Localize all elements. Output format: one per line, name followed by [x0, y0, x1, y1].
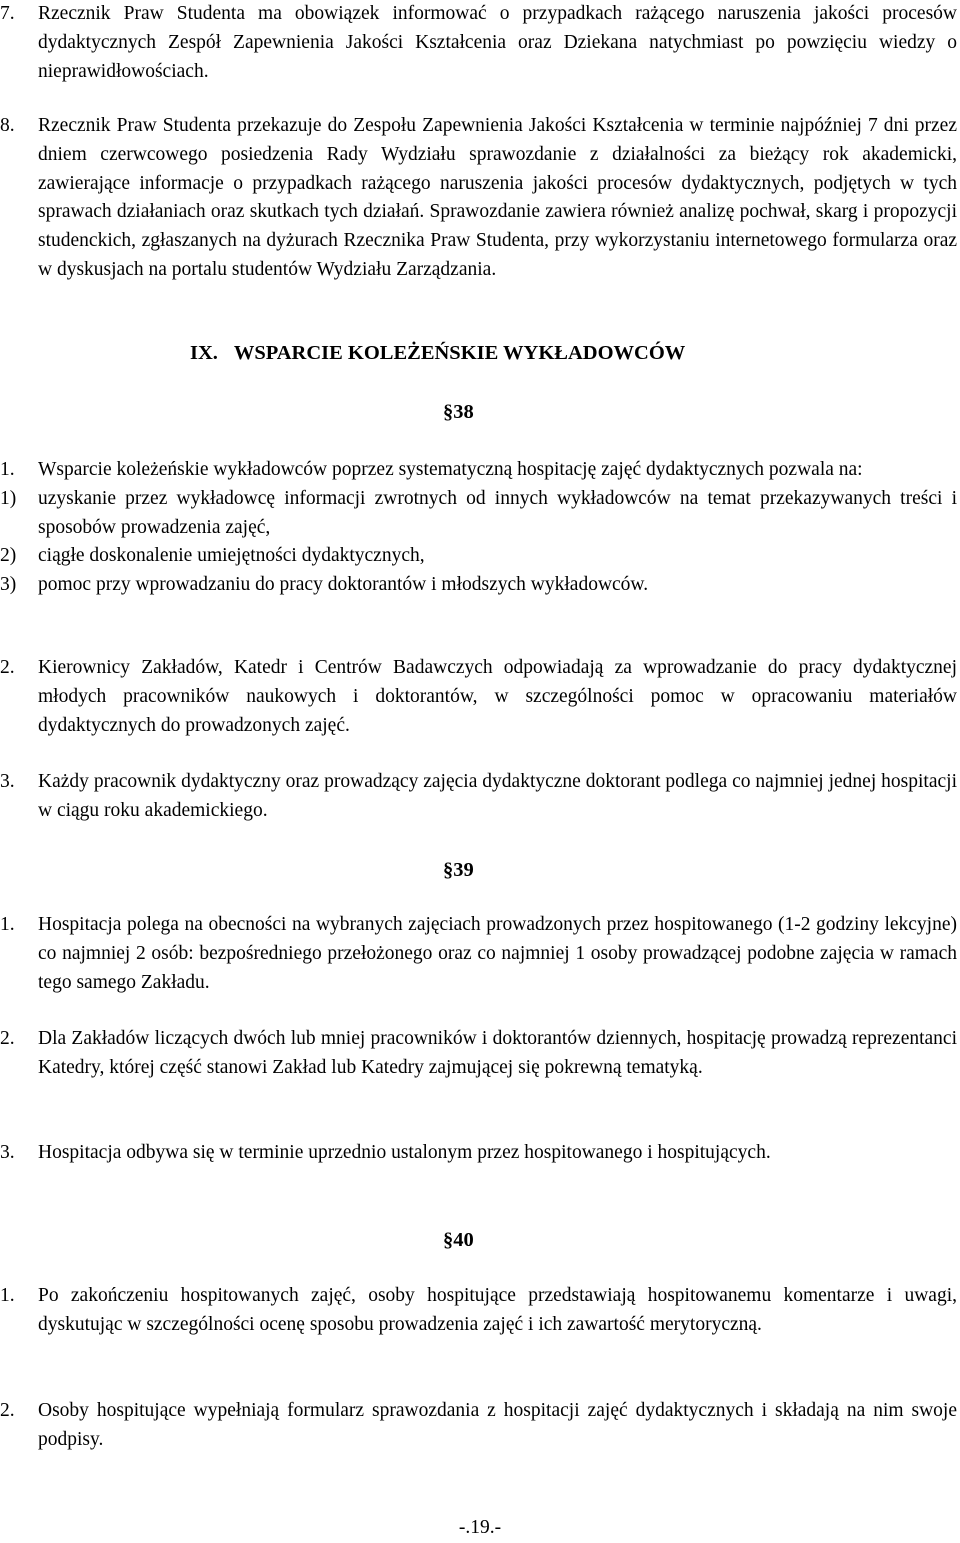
paragraph-38-3	[0, 768, 957, 826]
paragraph-number: 1.	[0, 914, 15, 935]
chapter-heading	[190, 339, 685, 368]
paragraph-text: Dla Zakładów liczących dwóch lub mniej pracowników i doktorantów dziennych, hospitację prowadzą reprezentanci Katedry, której część stanowi Zakład lub Katedry zajmującej się pokrewną tematyką.	[38, 1028, 957, 1078]
paragraph-text: Hospitacja polega na obecności na wybranych zajęciach prowadzonych przez hospitowanego (1-2 godziny lekcyjne) co najmniej 2 osób: bezpośredniego przełożonego oraz co najmniej 1 osoby prowadzącej podobne zajęcia w ramach tego samego Zakładu.	[38, 914, 957, 993]
paragraph-8	[0, 112, 957, 285]
paragraph-text: Każdy pracownik dydaktyczny oraz prowadzący zajęcia dydaktyczne doktorant podlega co najmniej jednej hospitacji w ciągu roku akademickiego.	[38, 771, 957, 821]
paragraph-number: 2.	[0, 657, 15, 678]
paragraph-text: Hospitacja odbywa się w terminie uprzednio ustalonym przez hospitowanego i hospitujących.	[38, 1142, 771, 1163]
paragraph-number: 1.	[0, 1285, 15, 1306]
paragraph-39-2	[0, 1025, 957, 1083]
paragraph-text: Rzecznik Praw Studenta ma obowiązek informować o przypadkach rażącego naruszenia jakości procesów dydaktycznych Zespół Zapewnienia Jakości Kształcenia oraz Dziekana natychmiast po powzięciu wiedzy o nieprawidłowościach.	[38, 3, 957, 82]
paragraph-number: 3.	[0, 771, 15, 792]
page-number: -.19.-	[458, 1517, 502, 1538]
list-item-number: 1)	[0, 487, 17, 509]
section-symbol: §40	[443, 1229, 474, 1251]
list-item-number: 3)	[0, 574, 17, 596]
paragraph-39-3	[0, 1139, 957, 1168]
paragraph-text: Osoby hospitujące wypełniają formularz sprawozdania z hospitacji zajęć dydaktycznych i składają na nim swoje podpisy.	[38, 1400, 957, 1450]
paragraph-38-1	[0, 456, 957, 600]
list-item-number: 2)	[0, 545, 17, 567]
paragraph-text: Wsparcie koleżeńskie wykładowców poprzez systematyczną hospitację zajęć dydaktycznych pozwala na:	[38, 459, 863, 480]
list-item	[0, 542, 957, 571]
paragraph-38-2	[0, 654, 957, 740]
list-item-text: uzyskanie przez wykładowcę informacji zwrotnych od innych wykładowców na temat przekazywanych treści i sposobów prowadzenia zajęć,	[38, 487, 957, 538]
paragraph-text: Po zakończeniu hospitowanych zajęć, osoby hospitujące przedstawiają hospitowanemu komentarze i uwagi, dyskutując w szczególności ocenę sposobu prowadzenia zajęć i ich zawartość merytoryczną.	[38, 1285, 957, 1335]
section-symbol: §38	[443, 401, 474, 423]
paragraph-40-2	[0, 1397, 957, 1455]
paragraph-number: 7.	[0, 3, 15, 24]
paragraph-text: Rzecznik Praw Studenta przekazuje do Zespołu Zapewnienia Jakości Kształcenia w terminie najpóźniej 7 dni przez dniem czerwcowego posiedzenia Rady Wydziału sprawozdanie z działalności za bieżący rok akademicki, zawierające informacje o przypadkach rażącego naruszenia jakości procesów dydaktycznych, podjętych w tych sprawach działaniach oraz skutkach tych działań. Sprawozdanie zawiera również analizę pochwał, skarg i propozycji studenckich, zgłaszanych na dyżurach Rzecznika Praw Studenta, przy wykorzystaniu internetowego formularza oraz w dyskusjach na portalu studentów Wydziału Zarządzania.	[38, 115, 957, 280]
chapter-title: WSPARCIE KOLEŻEŃSKIE WYKŁADOWCÓW	[233, 342, 686, 364]
paragraph-number: 2.	[0, 1400, 15, 1421]
list-item	[0, 571, 957, 600]
section-symbol: §39	[443, 859, 474, 881]
list-item-text: ciągłe doskonalenie umiejętności dydaktycznych,	[38, 545, 425, 567]
chapter-number: IX.	[190, 342, 218, 364]
paragraph-number: 2.	[0, 1028, 15, 1049]
paragraph-text: Kierownicy Zakładów, Katedr i Centrów Badawczych odpowiadają za wprowadzanie do pracy dydaktycznej młodych pracowników naukowych i doktorantów, w szczególności pomoc w opracowaniu materiałów dydaktycznych do prowadzonych zajęć.	[38, 657, 957, 736]
list-item	[0, 485, 957, 543]
paragraph-39-1	[0, 911, 957, 997]
paragraph-number: 3.	[0, 1142, 15, 1163]
paragraph-number: 8.	[0, 115, 15, 136]
paragraph-7	[0, 0, 957, 86]
paragraph-number: 1.	[0, 459, 15, 480]
paragraph-40-1	[0, 1282, 957, 1340]
list-item-text: pomoc przy wprowadzaniu do pracy doktorantów i młodszych wykładowców.	[38, 574, 649, 596]
